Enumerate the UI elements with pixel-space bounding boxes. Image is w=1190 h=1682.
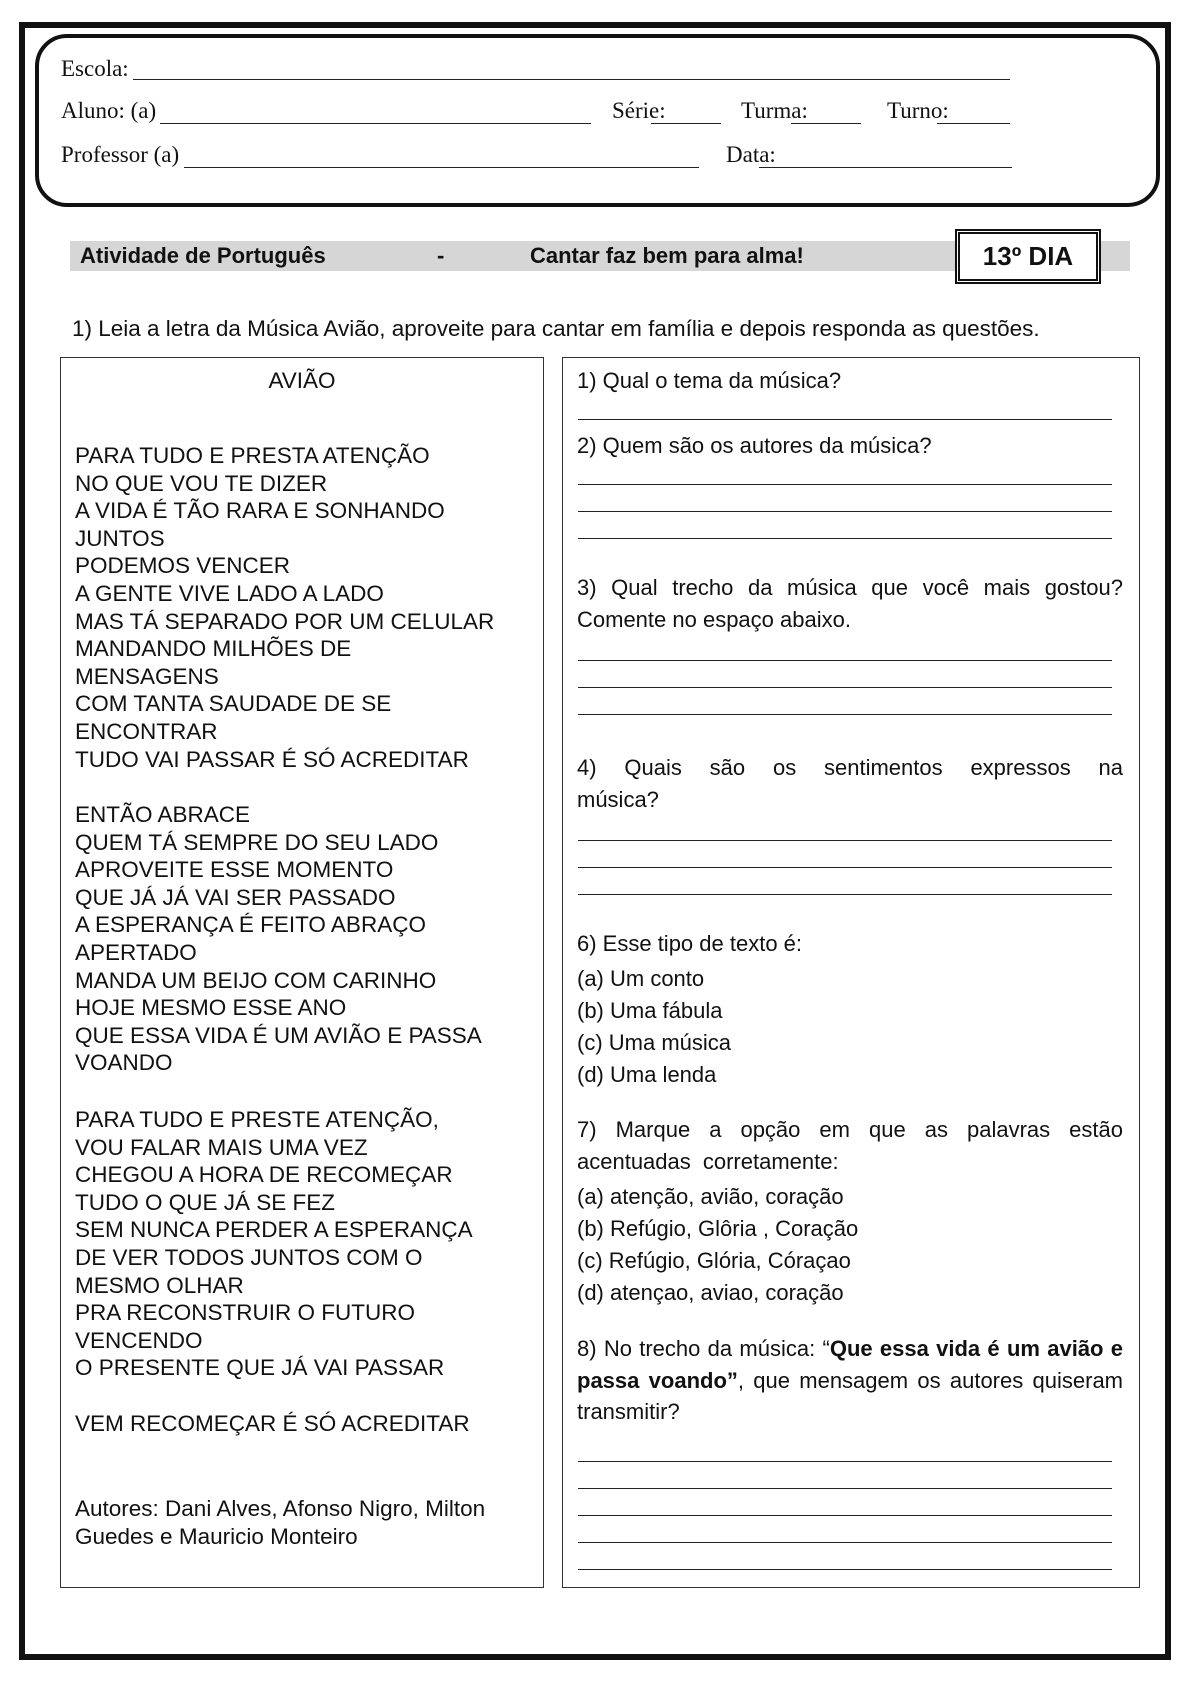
answer-line[interactable] bbox=[578, 1461, 1112, 1462]
question-1: 1) Qual o tema da música? bbox=[577, 368, 842, 393]
answer-line[interactable] bbox=[578, 484, 1112, 485]
q8-ending: , que mensagem os autores quiseram transmitir? bbox=[577, 1367, 1124, 1424]
q7-option-b[interactable]: (b) Refúgio, Glôria , Coração bbox=[577, 1216, 859, 1241]
q6-option-d[interactable]: (d) Uma lenda bbox=[577, 1062, 717, 1087]
answer-line[interactable] bbox=[578, 867, 1112, 868]
lyric-line: TUDO O QUE JÁ SE FEZ bbox=[75, 1189, 336, 1215]
answer-line[interactable] bbox=[578, 419, 1112, 420]
activity-theme: Cantar faz bem para alma! bbox=[530, 243, 804, 268]
title-separator: - bbox=[437, 243, 445, 268]
q8-intro: 8) No trecho da música: “ bbox=[577, 1336, 830, 1361]
student-label: Aluno: (a) bbox=[61, 98, 157, 123]
school-field[interactable] bbox=[133, 79, 1010, 80]
lyric-line: QUEM TÁ SEMPRE DO SEU LADO bbox=[75, 829, 439, 855]
lyrics-box bbox=[60, 357, 544, 1588]
lyric-line: COM TANTA SAUDADE DE SE bbox=[75, 691, 392, 717]
stanza-3 bbox=[75, 1106, 473, 1382]
date-label: Data: bbox=[726, 142, 776, 167]
lyric-line: DE VER TODOS JUNTOS COM O bbox=[75, 1244, 423, 1270]
teacher-field[interactable] bbox=[184, 167, 699, 168]
class-field[interactable] bbox=[791, 123, 861, 124]
lyric-line: MANDA UM BEIJO COM CARINHO bbox=[75, 967, 437, 993]
answer-line[interactable] bbox=[578, 511, 1112, 512]
answer-line[interactable] bbox=[578, 1515, 1112, 1516]
lyric-line: ENTÃO ABRACE bbox=[75, 802, 251, 827]
grade-field[interactable] bbox=[651, 123, 721, 124]
stanza-1 bbox=[75, 442, 494, 773]
q8-quote: Que essa vida é um avião e passa voando” bbox=[577, 1336, 1124, 1393]
grade-label: Série: bbox=[612, 98, 666, 123]
lyric-line: NO QUE VOU TE DIZER bbox=[75, 470, 328, 496]
teacher-label: Professor (a) bbox=[61, 142, 180, 167]
class-label: Turma: bbox=[741, 98, 808, 123]
q6-option-a[interactable]: (a) Um conto bbox=[577, 966, 705, 991]
date-field[interactable] bbox=[759, 167, 1012, 168]
lyric-line: QUE JÁ JÁ VAI SER PASSADO bbox=[75, 884, 396, 910]
student-info-header: Escola: Aluno: (a) Série: Turma: Turno: Professor (a) Data: bbox=[35, 34, 1160, 207]
lyric-line: MESMO OLHAR bbox=[75, 1272, 244, 1298]
authors-line-1: Autores: Dani Alves, Afonso Nigro, Milton bbox=[75, 1496, 486, 1521]
q7-option-c[interactable]: (c) Refúgio, Glória, Córaçao bbox=[577, 1248, 851, 1273]
lyric-line: VEM RECOMEÇAR É SÓ ACREDITAR bbox=[75, 1411, 470, 1436]
lyric-line: SEM NUNCA PERDER A ESPERANÇA bbox=[75, 1217, 473, 1243]
subject-title: Atividade de Português bbox=[80, 243, 326, 268]
lyric-line: VOANDO bbox=[75, 1050, 173, 1076]
answer-line[interactable] bbox=[578, 538, 1112, 539]
stanza-4 bbox=[75, 1410, 470, 1438]
answer-line[interactable] bbox=[578, 1542, 1112, 1543]
q6-option-c[interactable]: (c) Uma música bbox=[577, 1030, 732, 1055]
lyric-line: VOU FALAR MAIS UMA VEZ bbox=[75, 1134, 368, 1160]
answer-line[interactable] bbox=[578, 1488, 1112, 1489]
lyric-line: PARA TUDO E PRESTE ATENÇÃO, bbox=[75, 1107, 439, 1132]
answer-line[interactable] bbox=[578, 894, 1112, 895]
question-2: 2) Quem são os autores da música? bbox=[577, 433, 932, 458]
stanza-2 bbox=[75, 801, 482, 1077]
answer-line[interactable] bbox=[578, 1569, 1112, 1570]
instruction-text: 1) Leia a letra da Música Avião, aproveite para cantar em família e depois responda as questões. bbox=[72, 316, 1040, 341]
song-authors bbox=[75, 1495, 485, 1551]
lyric-line: HOJE MESMO ESSE ANO bbox=[75, 995, 347, 1021]
answer-line[interactable] bbox=[578, 714, 1112, 715]
lyric-line: MANDANDO MILHÕES DE bbox=[75, 636, 352, 662]
authors-line-2: Guedes e Mauricio Monteiro bbox=[75, 1524, 358, 1549]
q6-option-b[interactable]: (b) Uma fábula bbox=[577, 998, 723, 1023]
lyric-line: ENCONTRAR bbox=[75, 718, 218, 744]
answer-line[interactable] bbox=[578, 687, 1112, 688]
q7-option-a[interactable]: (a) atenção, avião, coração bbox=[577, 1184, 844, 1209]
lyric-line: JUNTOS bbox=[75, 525, 165, 551]
lyric-line: QUE ESSA VIDA É UM AVIÃO E PASSA bbox=[75, 1022, 482, 1048]
question-4: 4) Quais são os sentimentos expressos na música? bbox=[577, 755, 1123, 812]
day-badge: 13º DIA bbox=[955, 229, 1101, 284]
lyric-line: MAS TÁ SEPARADO POR UM CELULAR bbox=[75, 608, 495, 634]
lyric-line: A ESPERANÇA É FEITO ABRAÇO bbox=[75, 912, 426, 938]
lyric-line: APERTADO bbox=[75, 939, 197, 965]
student-name-field[interactable] bbox=[160, 123, 591, 124]
answer-line[interactable] bbox=[578, 840, 1112, 841]
shift-field[interactable] bbox=[937, 123, 1010, 124]
lyric-line: TUDO VAI PASSAR É SÓ ACREDITAR bbox=[75, 746, 469, 772]
question-6: 6) Esse tipo de texto é: bbox=[577, 931, 803, 956]
lyric-line: PODEMOS VENCER bbox=[75, 553, 291, 579]
lyric-line: VENCENDO bbox=[75, 1327, 203, 1353]
shift-label: Turno: bbox=[887, 98, 949, 123]
lyric-line: PARA TUDO E PRESTA ATENÇÃO bbox=[75, 443, 430, 468]
answer-line[interactable] bbox=[578, 660, 1112, 661]
lyric-line: A VIDA É TÃO RARA E SONHANDO bbox=[75, 498, 445, 524]
question-8 bbox=[577, 1333, 1123, 1428]
lyric-line: CHEGOU A HORA DE RECOMEÇAR bbox=[75, 1162, 453, 1188]
lyric-line: MENSAGENS bbox=[75, 663, 219, 689]
question-3: 3) Qual trecho da música que você mais gostou? Comente no espaço abaixo. bbox=[577, 575, 1123, 632]
lyric-line: O PRESENTE QUE JÁ VAI PASSAR bbox=[75, 1355, 445, 1381]
question-7: 7) Marque a opção em que as palavras estão acentuadas corretamente: bbox=[577, 1117, 1123, 1174]
song-title: AVIÃO bbox=[268, 368, 336, 393]
lyric-line: PRA RECONSTRUIR O FUTURO bbox=[75, 1300, 416, 1326]
lyric-line: A GENTE VIVE LADO A LADO bbox=[75, 580, 384, 606]
questions-box bbox=[562, 357, 1140, 1588]
lyric-line: APROVEITE ESSE MOMENTO bbox=[75, 857, 394, 883]
q7-option-d[interactable]: (d) atençao, aviao, coração bbox=[577, 1280, 844, 1305]
